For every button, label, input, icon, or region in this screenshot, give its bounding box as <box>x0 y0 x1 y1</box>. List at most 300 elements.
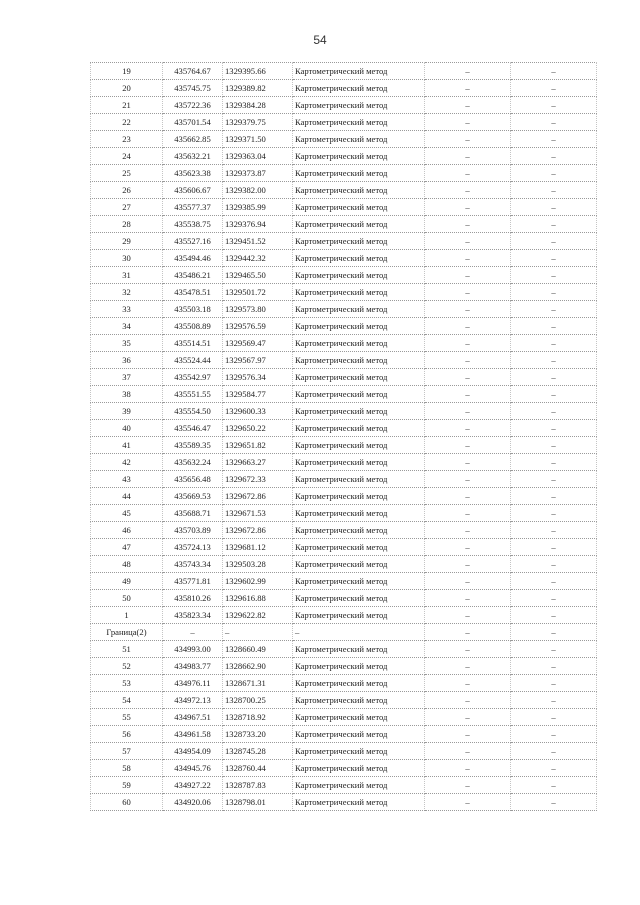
accuracy-cell: – <box>425 437 511 454</box>
method-cell: Картометрический метод <box>293 199 425 216</box>
point-number-cell: 55 <box>91 709 163 726</box>
description-cell: – <box>511 80 597 97</box>
description-cell: – <box>511 607 597 624</box>
coordinates-table-body <box>91 63 597 811</box>
description-cell: – <box>511 624 597 641</box>
accuracy-cell: – <box>425 352 511 369</box>
y-coordinate-cell: 1329584.77 <box>223 386 293 403</box>
method-cell: Картометрический метод <box>293 165 425 182</box>
accuracy-cell: – <box>425 777 511 794</box>
accuracy-cell: – <box>425 250 511 267</box>
method-cell: Картометрический метод <box>293 63 425 80</box>
coordinates-table <box>90 62 597 811</box>
accuracy-cell: – <box>425 454 511 471</box>
point-number-cell: Граница(2) <box>91 624 163 641</box>
y-coordinate-cell: 1329663.27 <box>223 454 293 471</box>
accuracy-cell: – <box>425 658 511 675</box>
description-cell: – <box>511 573 597 590</box>
table-row <box>91 369 597 386</box>
method-cell: Картометрический метод <box>293 692 425 709</box>
table-row <box>91 97 597 114</box>
y-coordinate-cell: 1329451.52 <box>223 233 293 250</box>
y-coordinate-cell: 1328662.90 <box>223 658 293 675</box>
x-coordinate-cell: 435764.67 <box>163 63 223 80</box>
point-number-cell: 29 <box>91 233 163 250</box>
x-coordinate-cell: 435632.21 <box>163 148 223 165</box>
point-number-cell: 33 <box>91 301 163 318</box>
x-coordinate-cell: 435503.18 <box>163 301 223 318</box>
x-coordinate-cell: 434967.51 <box>163 709 223 726</box>
point-number-cell: 46 <box>91 522 163 539</box>
table-row <box>91 471 597 488</box>
x-coordinate-cell: 434976.11 <box>163 675 223 692</box>
accuracy-cell: – <box>425 675 511 692</box>
x-coordinate-cell: 435743.34 <box>163 556 223 573</box>
x-coordinate-cell: 435554.50 <box>163 403 223 420</box>
description-cell: – <box>511 233 597 250</box>
table-row <box>91 692 597 709</box>
point-number-cell: 37 <box>91 369 163 386</box>
point-number-cell: 35 <box>91 335 163 352</box>
x-coordinate-cell: 435514.51 <box>163 335 223 352</box>
point-number-cell: 44 <box>91 488 163 505</box>
x-coordinate-cell: 434993.00 <box>163 641 223 658</box>
accuracy-cell: – <box>425 590 511 607</box>
table-row <box>91 522 597 539</box>
method-cell: Картометрический метод <box>293 420 425 437</box>
method-cell: Картометрический метод <box>293 131 425 148</box>
table-row <box>91 148 597 165</box>
x-coordinate-cell: 434954.09 <box>163 743 223 760</box>
y-coordinate-cell: 1329363.04 <box>223 148 293 165</box>
method-cell: Картометрический метод <box>293 97 425 114</box>
accuracy-cell: – <box>425 63 511 80</box>
accuracy-cell: – <box>425 726 511 743</box>
table-row <box>91 641 597 658</box>
description-cell: – <box>511 63 597 80</box>
accuracy-cell: – <box>425 148 511 165</box>
description-cell: – <box>511 301 597 318</box>
x-coordinate-cell: 435551.55 <box>163 386 223 403</box>
point-number-cell: 36 <box>91 352 163 369</box>
table-row <box>91 658 597 675</box>
x-coordinate-cell: 435623.38 <box>163 165 223 182</box>
description-cell: – <box>511 369 597 386</box>
y-coordinate-cell: 1329672.33 <box>223 471 293 488</box>
table-row <box>91 454 597 471</box>
point-number-cell: 60 <box>91 794 163 811</box>
x-coordinate-cell: 435823.34 <box>163 607 223 624</box>
x-coordinate-cell: 435486.21 <box>163 267 223 284</box>
method-cell: Картометрический метод <box>293 80 425 97</box>
point-number-cell: 30 <box>91 250 163 267</box>
point-number-cell: 34 <box>91 318 163 335</box>
accuracy-cell: – <box>425 488 511 505</box>
point-number-cell: 26 <box>91 182 163 199</box>
method-cell: Картометрический метод <box>293 182 425 199</box>
accuracy-cell: – <box>425 709 511 726</box>
table-row <box>91 794 597 811</box>
table-row <box>91 760 597 777</box>
table-row <box>91 267 597 284</box>
table-row <box>91 556 597 573</box>
method-cell: Картометрический метод <box>293 250 425 267</box>
method-cell: Картометрический метод <box>293 556 425 573</box>
point-number-cell: 47 <box>91 539 163 556</box>
accuracy-cell: – <box>425 471 511 488</box>
method-cell: Картометрический метод <box>293 709 425 726</box>
point-number-cell: 59 <box>91 777 163 794</box>
method-cell: Картометрический метод <box>293 760 425 777</box>
x-coordinate-cell: 435701.54 <box>163 114 223 131</box>
y-coordinate-cell: 1329379.75 <box>223 114 293 131</box>
table-row <box>91 386 597 403</box>
table-row <box>91 284 597 301</box>
table-row <box>91 165 597 182</box>
point-number-cell: 50 <box>91 590 163 607</box>
x-coordinate-cell: 435478.51 <box>163 284 223 301</box>
description-cell: – <box>511 641 597 658</box>
x-coordinate-cell: 435688.71 <box>163 505 223 522</box>
table-row <box>91 726 597 743</box>
description-cell: – <box>511 267 597 284</box>
x-coordinate-cell: 435722.36 <box>163 97 223 114</box>
description-cell: – <box>511 216 597 233</box>
x-coordinate-cell: 435745.75 <box>163 80 223 97</box>
y-coordinate-cell: 1329384.28 <box>223 97 293 114</box>
table-row <box>91 318 597 335</box>
x-coordinate-cell: 435703.89 <box>163 522 223 539</box>
method-cell: Картометрический метод <box>293 607 425 624</box>
description-cell: – <box>511 403 597 420</box>
accuracy-cell: – <box>425 267 511 284</box>
x-coordinate-cell: – <box>163 624 223 641</box>
x-coordinate-cell: 435724.13 <box>163 539 223 556</box>
point-number-cell: 23 <box>91 131 163 148</box>
point-number-cell: 20 <box>91 80 163 97</box>
accuracy-cell: – <box>425 165 511 182</box>
table-row <box>91 250 597 267</box>
x-coordinate-cell: 435577.37 <box>163 199 223 216</box>
method-cell: Картометрический метод <box>293 488 425 505</box>
x-coordinate-cell: 435589.35 <box>163 437 223 454</box>
point-number-cell: 19 <box>91 63 163 80</box>
accuracy-cell: – <box>425 624 511 641</box>
accuracy-cell: – <box>425 420 511 437</box>
accuracy-cell: – <box>425 386 511 403</box>
accuracy-cell: – <box>425 284 511 301</box>
x-coordinate-cell: 435810.26 <box>163 590 223 607</box>
point-number-cell: 40 <box>91 420 163 437</box>
description-cell: – <box>511 420 597 437</box>
y-coordinate-cell: 1329681.12 <box>223 539 293 556</box>
description-cell: – <box>511 199 597 216</box>
x-coordinate-cell: 435656.48 <box>163 471 223 488</box>
method-cell: Картометрический метод <box>293 522 425 539</box>
description-cell: – <box>511 760 597 777</box>
y-coordinate-cell: 1329567.97 <box>223 352 293 369</box>
x-coordinate-cell: 435508.89 <box>163 318 223 335</box>
y-coordinate-cell: 1328671.31 <box>223 675 293 692</box>
method-cell: Картометрический метод <box>293 743 425 760</box>
y-coordinate-cell: 1329671.53 <box>223 505 293 522</box>
y-coordinate-cell: 1329672.86 <box>223 522 293 539</box>
y-coordinate-cell: 1329651.82 <box>223 437 293 454</box>
method-cell: Картометрический метод <box>293 641 425 658</box>
description-cell: – <box>511 777 597 794</box>
point-number-cell: 57 <box>91 743 163 760</box>
y-coordinate-cell: 1329650.22 <box>223 420 293 437</box>
description-cell: – <box>511 590 597 607</box>
y-coordinate-cell: 1329382.00 <box>223 182 293 199</box>
y-coordinate-cell: 1329576.59 <box>223 318 293 335</box>
method-cell: Картометрический метод <box>293 794 425 811</box>
method-cell: Картометрический метод <box>293 301 425 318</box>
point-number-cell: 41 <box>91 437 163 454</box>
y-coordinate-cell: 1329576.34 <box>223 369 293 386</box>
y-coordinate-cell: 1329371.50 <box>223 131 293 148</box>
x-coordinate-cell: 434927.22 <box>163 777 223 794</box>
description-cell: – <box>511 182 597 199</box>
y-coordinate-cell: 1328745.28 <box>223 743 293 760</box>
method-cell: Картометрический метод <box>293 471 425 488</box>
accuracy-cell: – <box>425 556 511 573</box>
point-number-cell: 28 <box>91 216 163 233</box>
point-number-cell: 27 <box>91 199 163 216</box>
table-row <box>91 114 597 131</box>
table-row <box>91 539 597 556</box>
y-coordinate-cell: 1328700.25 <box>223 692 293 709</box>
method-cell: Картометрический метод <box>293 335 425 352</box>
table-row <box>91 301 597 318</box>
accuracy-cell: – <box>425 216 511 233</box>
description-cell: – <box>511 318 597 335</box>
x-coordinate-cell: 434920.06 <box>163 794 223 811</box>
description-cell: – <box>511 556 597 573</box>
description-cell: – <box>511 131 597 148</box>
method-cell: Картометрический метод <box>293 505 425 522</box>
point-number-cell: 45 <box>91 505 163 522</box>
y-coordinate-cell: 1329503.28 <box>223 556 293 573</box>
description-cell: – <box>511 97 597 114</box>
point-number-cell: 1 <box>91 607 163 624</box>
table-row <box>91 335 597 352</box>
accuracy-cell: – <box>425 199 511 216</box>
table-row <box>91 182 597 199</box>
accuracy-cell: – <box>425 335 511 352</box>
table-row <box>91 131 597 148</box>
y-coordinate-cell: 1328660.49 <box>223 641 293 658</box>
y-coordinate-cell: 1329569.47 <box>223 335 293 352</box>
y-coordinate-cell: 1328798.01 <box>223 794 293 811</box>
y-coordinate-cell: 1328718.92 <box>223 709 293 726</box>
method-cell: Картометрический метод <box>293 403 425 420</box>
accuracy-cell: – <box>425 760 511 777</box>
description-cell: – <box>511 284 597 301</box>
point-number-cell: 32 <box>91 284 163 301</box>
description-cell: – <box>511 471 597 488</box>
table-row <box>91 675 597 692</box>
method-cell: Картометрический метод <box>293 573 425 590</box>
point-number-cell: 49 <box>91 573 163 590</box>
method-cell: Картометрический метод <box>293 726 425 743</box>
y-coordinate-cell: 1329616.88 <box>223 590 293 607</box>
table-row <box>91 199 597 216</box>
accuracy-cell: – <box>425 641 511 658</box>
page-number: 54 <box>313 33 327 47</box>
y-coordinate-cell: 1329501.72 <box>223 284 293 301</box>
method-cell: Картометрический метод <box>293 216 425 233</box>
table-row <box>91 488 597 505</box>
y-coordinate-cell: 1329385.99 <box>223 199 293 216</box>
table-row <box>91 437 597 454</box>
x-coordinate-cell: 434983.77 <box>163 658 223 675</box>
table-row <box>91 573 597 590</box>
point-number-cell: 56 <box>91 726 163 743</box>
x-coordinate-cell: 434972.13 <box>163 692 223 709</box>
point-number-cell: 58 <box>91 760 163 777</box>
accuracy-cell: – <box>425 522 511 539</box>
y-coordinate-cell: 1329602.99 <box>223 573 293 590</box>
description-cell: – <box>511 692 597 709</box>
description-cell: – <box>511 352 597 369</box>
y-coordinate-cell: – <box>223 624 293 641</box>
accuracy-cell: – <box>425 182 511 199</box>
description-cell: – <box>511 794 597 811</box>
y-coordinate-cell: 1329395.66 <box>223 63 293 80</box>
description-cell: – <box>511 335 597 352</box>
accuracy-cell: – <box>425 403 511 420</box>
description-cell: – <box>511 250 597 267</box>
description-cell: – <box>511 658 597 675</box>
description-cell: – <box>511 454 597 471</box>
table-row <box>91 352 597 369</box>
table-row <box>91 590 597 607</box>
y-coordinate-cell: 1329622.82 <box>223 607 293 624</box>
x-coordinate-cell: 435606.67 <box>163 182 223 199</box>
y-coordinate-cell: 1329442.32 <box>223 250 293 267</box>
y-coordinate-cell: 1329465.50 <box>223 267 293 284</box>
x-coordinate-cell: 435632.24 <box>163 454 223 471</box>
x-coordinate-cell: 435546.47 <box>163 420 223 437</box>
method-cell: Картометрический метод <box>293 658 425 675</box>
y-coordinate-cell: 1329600.33 <box>223 403 293 420</box>
description-cell: – <box>511 165 597 182</box>
description-cell: – <box>511 148 597 165</box>
x-coordinate-cell: 435527.16 <box>163 233 223 250</box>
method-cell: Картометрический метод <box>293 590 425 607</box>
method-cell: Картометрический метод <box>293 233 425 250</box>
method-cell: Картометрический метод <box>293 777 425 794</box>
table-row <box>91 63 597 80</box>
description-cell: – <box>511 726 597 743</box>
accuracy-cell: – <box>425 114 511 131</box>
point-number-cell: 51 <box>91 641 163 658</box>
point-number-cell: 25 <box>91 165 163 182</box>
table-row <box>91 216 597 233</box>
method-cell: Картометрический метод <box>293 386 425 403</box>
description-cell: – <box>511 743 597 760</box>
point-number-cell: 54 <box>91 692 163 709</box>
method-cell: Картометрический метод <box>293 369 425 386</box>
method-cell: Картометрический метод <box>293 539 425 556</box>
method-cell: Картометрический метод <box>293 284 425 301</box>
description-cell: – <box>511 437 597 454</box>
point-number-cell: 42 <box>91 454 163 471</box>
x-coordinate-cell: 434961.58 <box>163 726 223 743</box>
y-coordinate-cell: 1329373.87 <box>223 165 293 182</box>
point-number-cell: 53 <box>91 675 163 692</box>
table-row <box>91 403 597 420</box>
method-cell: Картометрический метод <box>293 437 425 454</box>
point-number-cell: 48 <box>91 556 163 573</box>
point-number-cell: 31 <box>91 267 163 284</box>
table-row <box>91 607 597 624</box>
description-cell: – <box>511 675 597 692</box>
x-coordinate-cell: 435662.85 <box>163 131 223 148</box>
y-coordinate-cell: 1329573.80 <box>223 301 293 318</box>
method-cell: Картометрический метод <box>293 267 425 284</box>
point-number-cell: 38 <box>91 386 163 403</box>
table-row <box>91 505 597 522</box>
table-row <box>91 233 597 250</box>
x-coordinate-cell: 435542.97 <box>163 369 223 386</box>
accuracy-cell: – <box>425 131 511 148</box>
method-cell: Картометрический метод <box>293 148 425 165</box>
method-cell: Картометрический метод <box>293 318 425 335</box>
y-coordinate-cell: 1328787.83 <box>223 777 293 794</box>
table-row <box>91 80 597 97</box>
accuracy-cell: – <box>425 743 511 760</box>
y-coordinate-cell: 1329376.94 <box>223 216 293 233</box>
point-number-cell: 43 <box>91 471 163 488</box>
point-number-cell: 39 <box>91 403 163 420</box>
x-coordinate-cell: 434945.76 <box>163 760 223 777</box>
table-row <box>91 709 597 726</box>
x-coordinate-cell: 435538.75 <box>163 216 223 233</box>
description-cell: – <box>511 505 597 522</box>
table-row <box>91 420 597 437</box>
description-cell: – <box>511 488 597 505</box>
accuracy-cell: – <box>425 97 511 114</box>
point-number-cell: 21 <box>91 97 163 114</box>
accuracy-cell: – <box>425 301 511 318</box>
method-cell: Картометрический метод <box>293 352 425 369</box>
accuracy-cell: – <box>425 505 511 522</box>
method-cell: – <box>293 624 425 641</box>
accuracy-cell: – <box>425 794 511 811</box>
accuracy-cell: – <box>425 80 511 97</box>
accuracy-cell: – <box>425 318 511 335</box>
description-cell: – <box>511 709 597 726</box>
description-cell: – <box>511 522 597 539</box>
point-number-cell: 52 <box>91 658 163 675</box>
accuracy-cell: – <box>425 573 511 590</box>
description-cell: – <box>511 114 597 131</box>
y-coordinate-cell: 1329389.82 <box>223 80 293 97</box>
method-cell: Картометрический метод <box>293 675 425 692</box>
description-cell: – <box>511 539 597 556</box>
x-coordinate-cell: 435771.81 <box>163 573 223 590</box>
accuracy-cell: – <box>425 369 511 386</box>
description-cell: – <box>511 386 597 403</box>
x-coordinate-cell: 435494.46 <box>163 250 223 267</box>
point-number-cell: 22 <box>91 114 163 131</box>
x-coordinate-cell: 435669.53 <box>163 488 223 505</box>
y-coordinate-cell: 1328733.20 <box>223 726 293 743</box>
accuracy-cell: – <box>425 607 511 624</box>
point-number-cell: 24 <box>91 148 163 165</box>
